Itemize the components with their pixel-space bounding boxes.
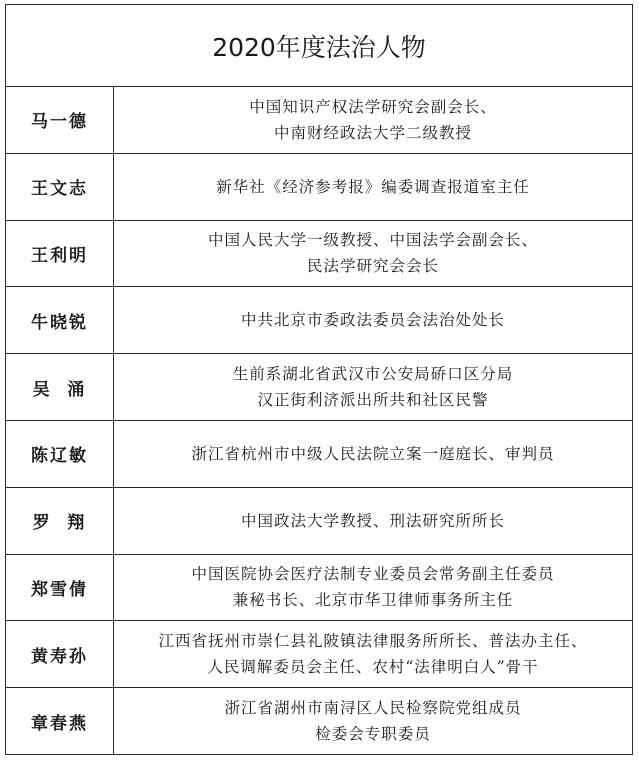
- person-title: [114, 221, 632, 287]
- person-name: 牛晓锐: [6, 287, 114, 353]
- table-row: [6, 421, 632, 488]
- title-line: 民法学研究会会长: [306, 257, 439, 276]
- title-line: 中南财经政法大学二级教授: [273, 123, 472, 142]
- table-row: [6, 688, 632, 754]
- title-line: 生前系湖北省武汉市公安局硚口区分局: [232, 365, 514, 384]
- title-line: 中共北京市委政法委员会法治处处长: [240, 311, 505, 330]
- person-name: 王利明: [6, 221, 114, 287]
- honoree-table: [5, 4, 633, 755]
- table-row: [6, 488, 632, 555]
- title-line: 新华社《经济参考报》编委调查报道室主任: [216, 177, 530, 196]
- person-name: 罗 翔: [6, 488, 114, 554]
- table-body: [6, 87, 632, 754]
- title-line: 中国知识产权法学研究会副会长、: [249, 97, 497, 116]
- table-row: [6, 287, 632, 354]
- table-row: [6, 221, 632, 288]
- title-line: 检委会专职委员: [315, 725, 431, 744]
- title-line: 中国政法大学教授、刑法研究所所长: [240, 511, 505, 530]
- person-name: 王文志: [6, 154, 114, 220]
- person-name: 陈辽敏: [6, 421, 114, 487]
- person-title: [114, 154, 632, 220]
- person-title: [114, 488, 632, 554]
- title-line: 汉正街利济派出所共和社区民警: [257, 391, 489, 410]
- person-title: [114, 87, 632, 153]
- table-row: [6, 621, 632, 688]
- table-title: 2020年度法治人物: [6, 5, 632, 87]
- title-line: 江西省抚州市崇仁县礼陂镇法律服务所所长、普法办主任、: [158, 632, 588, 651]
- title-line: 中国医院协会医疗法制专业委员会常务副主任委员: [191, 565, 555, 584]
- table-row: [6, 354, 632, 421]
- title-line: 浙江省湖州市南浔区人民检察院党组成员: [224, 699, 522, 718]
- person-title: [114, 354, 632, 420]
- person-name: 郑雪倩: [6, 555, 114, 621]
- title-line: 中国人民大学一级教授、中国法学会副会长、: [207, 231, 538, 250]
- person-name: 章春燕: [6, 688, 114, 754]
- person-title: [114, 555, 632, 621]
- title-line: 兼秘书长、北京市华卫律师事务所主任: [232, 591, 514, 610]
- title-line: 浙江省杭州市中级人民法院立案一庭庭长、审判员: [191, 444, 555, 463]
- table-row: [6, 87, 632, 154]
- table-row: [6, 154, 632, 221]
- person-title: [114, 287, 632, 353]
- person-name: 马一德: [6, 87, 114, 153]
- table-row: [6, 555, 632, 622]
- person-title: [114, 621, 632, 687]
- person-name: 黄寿孙: [6, 621, 114, 687]
- person-title: [114, 688, 632, 754]
- person-name: 吴 涌: [6, 354, 114, 420]
- person-title: [114, 421, 632, 487]
- title-line: 人民调解委员会主任、农村“法律明白人”骨干: [207, 658, 539, 677]
